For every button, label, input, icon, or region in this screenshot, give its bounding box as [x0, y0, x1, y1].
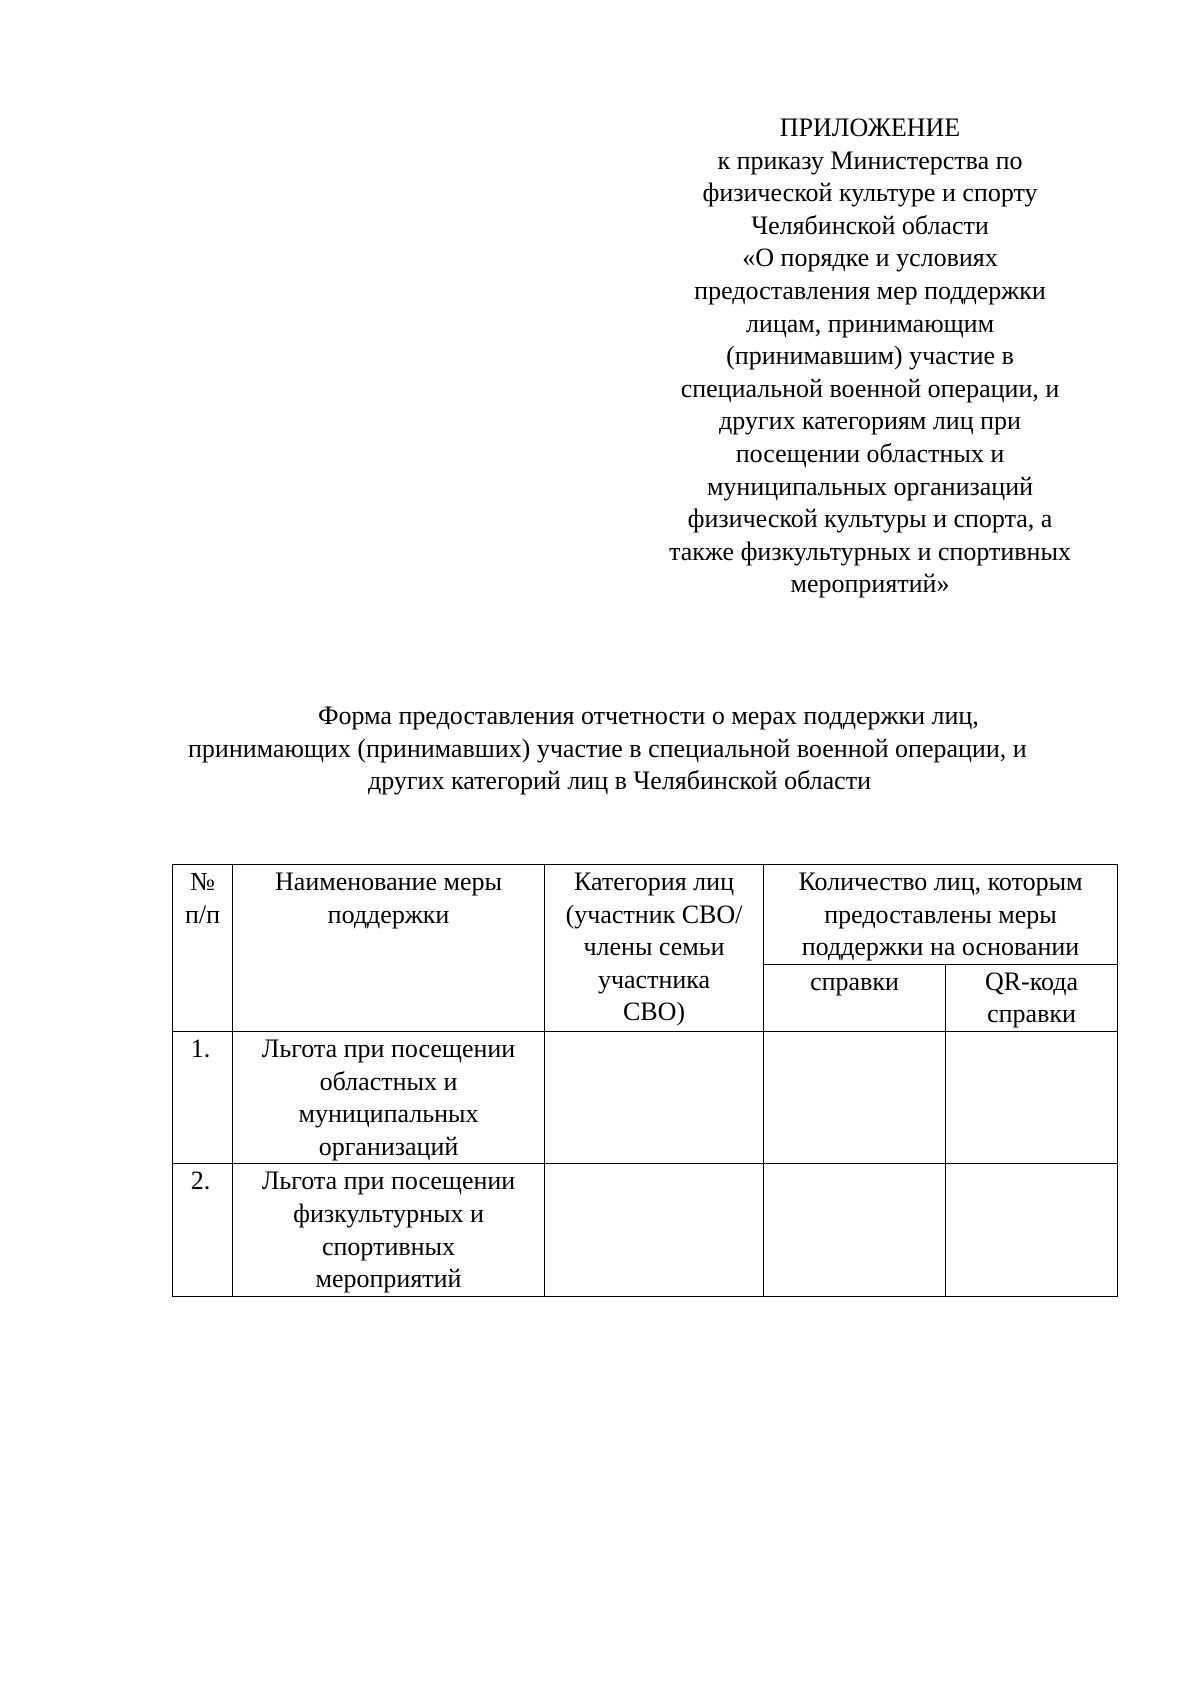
row-certificate-cell	[764, 1031, 946, 1163]
table-row	[173, 1164, 1118, 1296]
appendix-header	[640, 112, 1100, 601]
form-title-line: Форма предоставления отчетности о мерах поддержки лиц,	[318, 701, 979, 730]
row-measure-name: Льгота при посещении физкультурных и спортивных мероприятий	[233, 1164, 545, 1296]
form-title-line: принимающих (принимавших) участие в специальной военной операции, и	[188, 733, 1027, 763]
appendix-line: (принимавшим) участие в	[726, 341, 1014, 371]
row-measure-name: Льгота при посещении областных и муниципальных организаций	[233, 1031, 545, 1163]
appendix-line: специальной военной операции, и	[680, 373, 1060, 403]
row-certificate-cell	[764, 1164, 946, 1296]
row-category-cell	[545, 1031, 764, 1163]
header-qr-code: QR-кода справки	[946, 964, 1118, 1031]
appendix-line: мероприятий»	[790, 569, 950, 599]
appendix-line: предоставления мер поддержки	[694, 275, 1046, 305]
appendix-line: посещении областных и	[735, 438, 1005, 468]
report-table	[172, 864, 1118, 1297]
form-title-line: других категорий лиц в Челябинской области	[368, 766, 872, 795]
appendix-line: «О порядке и условиях	[742, 243, 998, 273]
appendix-line: муниципальных организаций	[706, 471, 1034, 501]
appendix-line: Челябинской области	[751, 210, 989, 240]
row-number: 1.	[173, 1031, 233, 1163]
appendix-line: лицам, принимающим	[745, 308, 995, 338]
header-number: № п/п	[173, 865, 233, 1032]
appendix-line: физической культуре и спорту	[702, 178, 1038, 208]
table-row	[173, 1031, 1118, 1163]
form-title	[160, 700, 1120, 798]
row-number: 2.	[173, 1164, 233, 1296]
header-count-group: Количество лиц, которым предоставлены меры поддержки на основании	[764, 865, 1118, 965]
row-qr-code-cell	[946, 1164, 1118, 1296]
appendix-line: физической культуры и спорта, а	[687, 504, 1053, 534]
row-category-cell	[545, 1164, 764, 1296]
appendix-line: также физкультурных и спортивных	[669, 536, 1071, 566]
row-qr-code-cell	[946, 1031, 1118, 1163]
header-certificate: справки	[764, 964, 946, 1031]
appendix-line: к приказу Министерства по	[717, 145, 1023, 175]
header-measure-name: Наименование меры поддержки	[233, 865, 545, 1032]
appendix-title: ПРИЛОЖЕНИЕ	[779, 113, 961, 142]
appendix-line: других категориям лиц при	[719, 406, 1021, 436]
table-header-row	[173, 865, 1118, 965]
header-category: Категория лиц (участник СВО/ члены семьи участника СВО)	[545, 865, 764, 1032]
